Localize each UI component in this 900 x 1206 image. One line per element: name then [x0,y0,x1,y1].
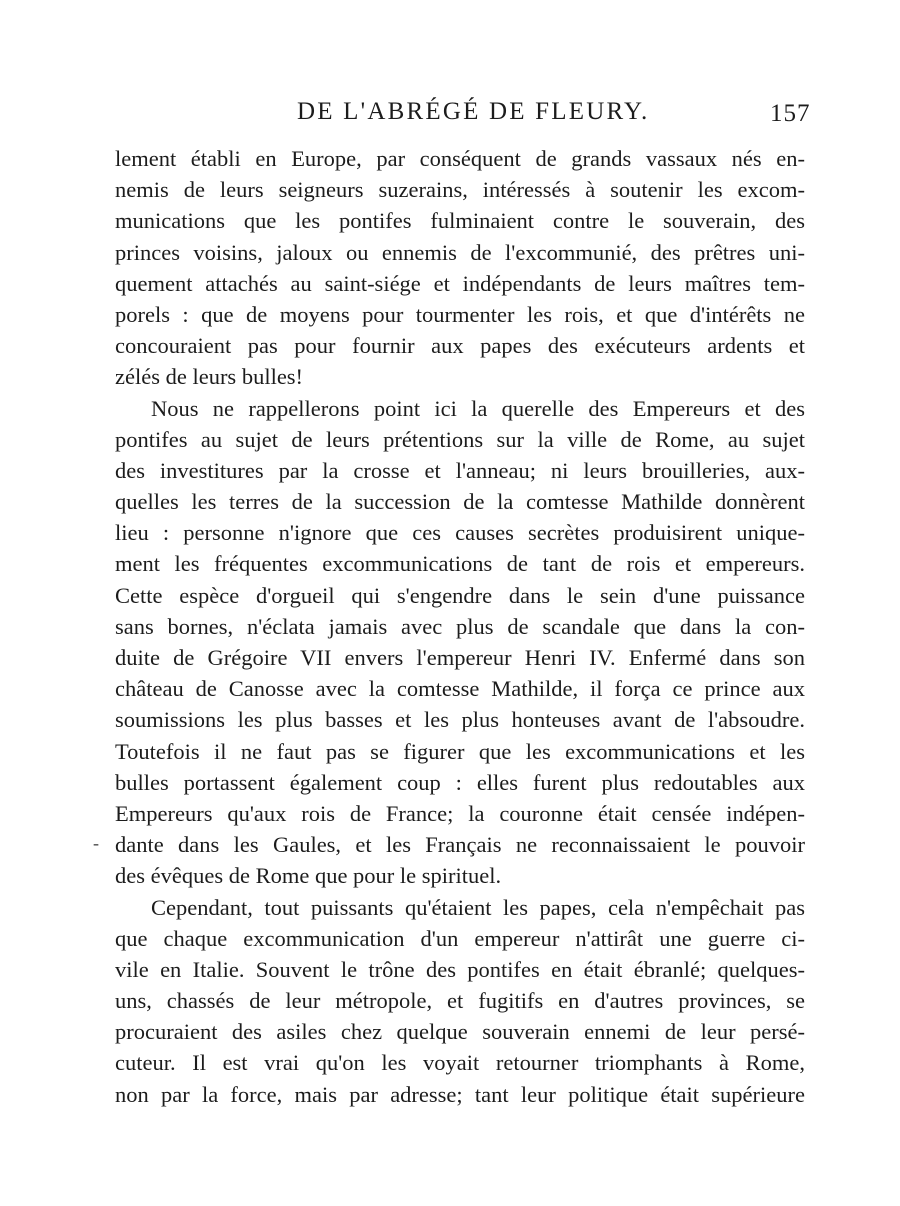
running-head [0,98,900,138]
text-line: lieu : personne n'ignore que ces causes secrètes produisirent unique- [115,520,805,546]
text-line: princes voisins, jaloux ou ennemis de l'excommunié, des prêtres uni- [115,239,805,265]
text-line: porels : que de moyens pour tourmenter les rois, et que d'intérêts ne [115,301,805,327]
text-line: procuraient des asiles chez quelque souverain ennemi de leur persé- [115,1019,805,1045]
text-line: quement attachés au saint-siége et indépendants de leurs maîtres tem- [115,270,805,296]
text-line: vile en Italie. Souvent le trône des pontifes en était ébranlé; quelques- [115,956,805,982]
text-line: zélés de leurs bulles! [115,364,304,390]
margin-mark: - [93,833,99,853]
text-line: ment les fréquentes excommunications de tant de rois et empereurs. [115,551,805,577]
text-line: château de Canosse avec la comtesse Mathilde, il força ce prince aux [115,676,805,702]
paragraph-1 [115,143,805,393]
text-line: bulles portassent également coup : elles furent plus redoutables aux [115,769,805,795]
text-line: soumissions les plus basses et les plus honteuses avant de l'absoudre. [115,707,805,733]
text-line: lement établi en Europe, par conséquent de grands vassaux nés en- [115,146,805,171]
page-number: 157 [770,100,811,127]
text-line: sans bornes, n'éclata jamais avec plus de scandale que dans la con- [115,613,805,639]
text-line: Cette espèce d'orgueil qui s'engendre dans le sein d'une puissance [115,582,805,608]
text-line: que chaque excommunication d'un empereur n'attirât une guerre ci- [115,925,805,951]
text-line: Empereurs qu'aux rois de France; la couronne était censée indépen- [115,800,805,826]
text-line: duite de Grégoire VII envers l'empereur Henri IV. Enfermé dans son [115,645,805,670]
text-line: des évêques de Rome que pour le spirituel. [115,863,502,889]
text-line: cuteur. Il est vrai qu'on les voyait retourner triomphants à Rome, [115,1050,805,1076]
text-line: Cependant, tout puissants qu'étaient les papes, cela n'empêchait pas [151,894,805,920]
text-line: des investitures par la crosse et l'anneau; ni leurs brouilleries, aux- [115,457,805,483]
body-text [115,143,805,1110]
text-line: Nous ne rappellerons point ici la querelle des Empereurs et des [151,395,805,421]
text-line: quelles les terres de la succession de la comtesse Mathilde donnèrent [115,489,805,515]
text-line: pontifes au sujet de leurs prétentions sur la ville de Rome, au sujet [115,426,805,452]
paragraph-2 [115,393,805,892]
text-line: nemis de leurs seigneurs suzerains, intéressés à soutenir les excom- [115,177,805,203]
text-line: non par la force, mais par adresse; tant leur politique était supérieure [115,1081,805,1107]
text-line: dante dans les Gaules, et les Français ne reconnaissaient le pouvoir [115,832,805,858]
text-line: Toutefois il ne faut pas se figurer que les excommunications et les [115,738,805,764]
text-line: munications que les pontifes fulminaient contre le souverain, des [115,208,805,234]
paragraph-3 [115,892,805,1110]
text-line: concouraient pas pour fournir aux papes des exécuteurs ardents et [115,333,805,359]
running-title: DE L'ABRÉGÉ DE FLEURY. [297,98,650,125]
text-line: uns, chassés de leur métropole, et fugitifs en d'autres provinces, se [115,988,805,1014]
